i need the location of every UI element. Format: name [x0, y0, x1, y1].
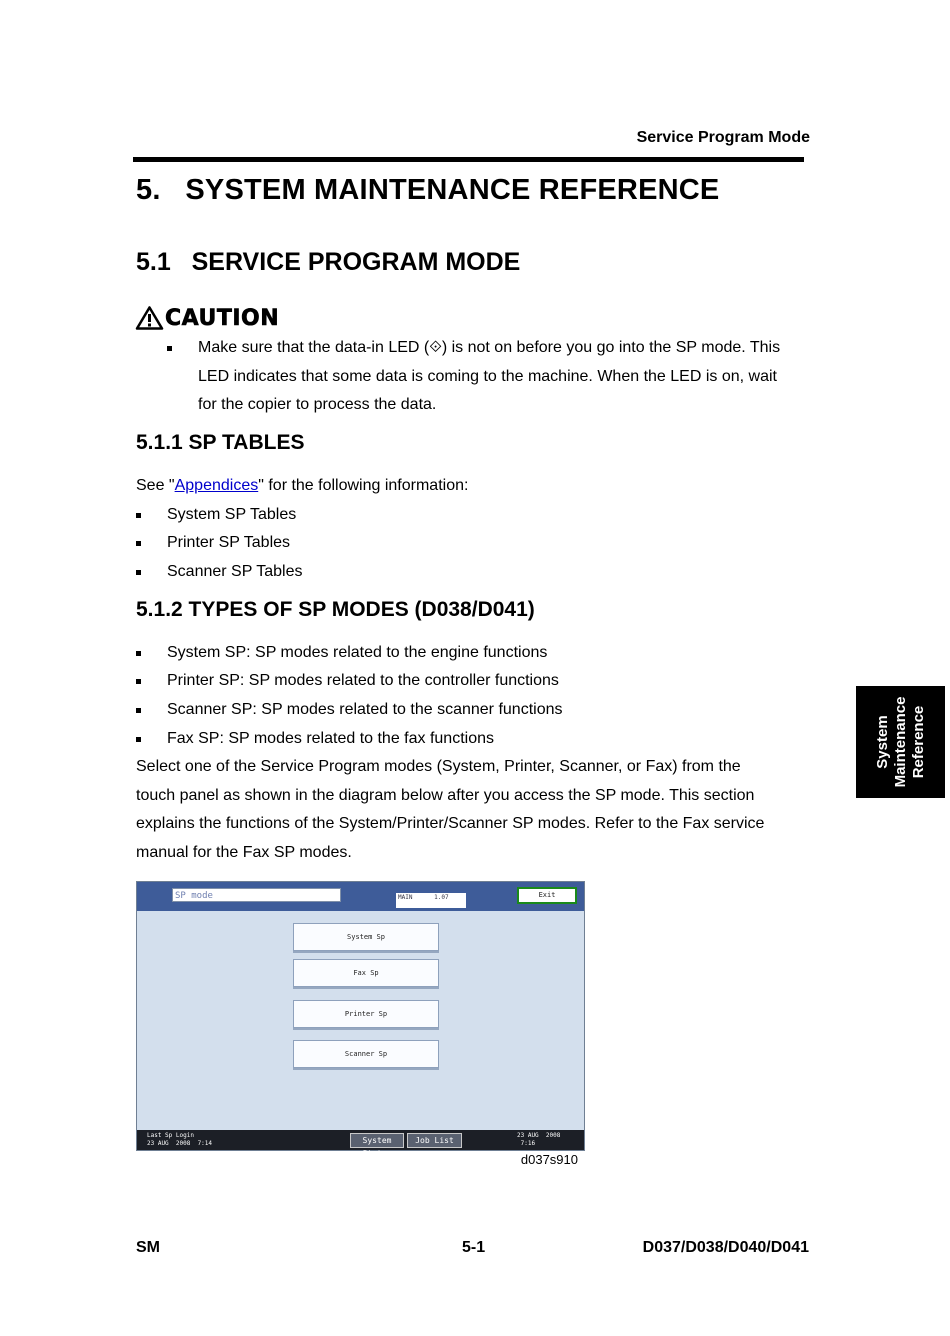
- paragraph-line: Select one of the Service Program modes (System, Printer, Scanner, or Fax) from the: [136, 758, 741, 775]
- bullet-icon: [136, 513, 141, 518]
- section-title: 5.1 SERVICE PROGRAM MODE: [136, 248, 521, 276]
- caution-line: LED indicates that some data is coming to the machine. When the LED is on, wait: [198, 367, 777, 385]
- exit-button[interactable]: Exit: [517, 887, 577, 904]
- sp-modes-title: 5.1.2 TYPES OF SP MODES (D038/D041): [136, 598, 535, 621]
- bullet-icon: [136, 570, 141, 575]
- chapter-title: 5. SYSTEM MAINTENANCE REFERENCE: [136, 174, 720, 206]
- bullet-icon: [136, 679, 141, 684]
- paragraph-line: manual for the Fax SP modes.: [136, 844, 352, 862]
- bullet-icon: [136, 541, 141, 546]
- footer-page-number: 5-1: [462, 1239, 486, 1256]
- system-sp-button[interactable]: System Sp: [293, 923, 439, 951]
- list-item: Scanner SP Tables: [136, 563, 303, 581]
- sp-mode-screenshot: [136, 881, 585, 1158]
- warning-icon: [136, 306, 163, 330]
- bullet-icon: [136, 737, 141, 742]
- list-item: Printer SP Tables: [136, 534, 290, 552]
- bullet-icon: [136, 651, 141, 656]
- side-tab-line: Maintenance: [891, 696, 909, 788]
- list-item: Fax SP: SP modes related to the fax functions: [136, 730, 494, 748]
- scanner-sp-button[interactable]: Scanner Sp: [293, 1040, 439, 1068]
- list-item: Printer SP: SP modes related to the controller functions: [136, 672, 559, 690]
- bullet-icon: [136, 708, 141, 713]
- side-tab-line: System: [873, 715, 891, 769]
- intro-text: See ": [136, 477, 175, 494]
- footer-left: SM: [136, 1239, 160, 1256]
- caution-label: [136, 305, 279, 331]
- caution-line: Make sure that the data-in LED (⟐) is not on before you go into the SP mode. This: [198, 339, 781, 356]
- printer-sp-button[interactable]: Printer Sp: [293, 1000, 439, 1028]
- list-item: Scanner SP: SP modes related to the scanner functions: [136, 701, 563, 719]
- caution-word: CAUTION: [165, 305, 280, 331]
- paragraph-line: touch panel as shown in the diagram below after you access the SP mode. This section: [136, 786, 755, 804]
- job-list-button[interactable]: Job List: [407, 1133, 462, 1148]
- appendices-link[interactable]: Appendices: [174, 477, 259, 494]
- screenshot-top-bar: [137, 882, 584, 911]
- list-item: System SP Tables: [136, 506, 296, 524]
- system-status-button[interactable]: System Status: [350, 1133, 404, 1148]
- footer-model-numbers: D037/D038/D040/D041: [642, 1239, 809, 1256]
- intro-text: " for the following information:: [258, 477, 469, 494]
- last-login-text: Last Sp Login 23 AUG 2008 7:14: [147, 1132, 213, 1147]
- screenshot-status-bar: [137, 1130, 584, 1158]
- caution-line: for the copier to process the data.: [198, 396, 437, 414]
- sp-tables-intro: [136, 472, 468, 501]
- sp-mode-title-field: SP mode: [172, 888, 341, 902]
- side-tab-line: Reference: [909, 705, 927, 779]
- header-rule: [133, 157, 804, 162]
- version-field: MAIN 1.07: [396, 893, 466, 908]
- paragraph-line: explains the functions of the System/Printer/Scanner SP modes. Refer to the Fax service: [136, 815, 765, 833]
- running-header: Service Program Mode: [636, 129, 810, 146]
- list-item: System SP: SP modes related to the engine functions: [136, 644, 547, 662]
- sp-tables-title: 5.1.1 SP TABLES: [136, 431, 305, 454]
- bullet-icon: [167, 346, 172, 351]
- datetime-text: 23 AUG 2008 7:16: [517, 1132, 561, 1147]
- fax-sp-button[interactable]: Fax Sp: [293, 959, 439, 987]
- sp-modes-paragraph: [136, 753, 764, 868]
- figure-caption: d037s910: [520, 1152, 578, 1167]
- section-side-tab[interactable]: [856, 686, 945, 798]
